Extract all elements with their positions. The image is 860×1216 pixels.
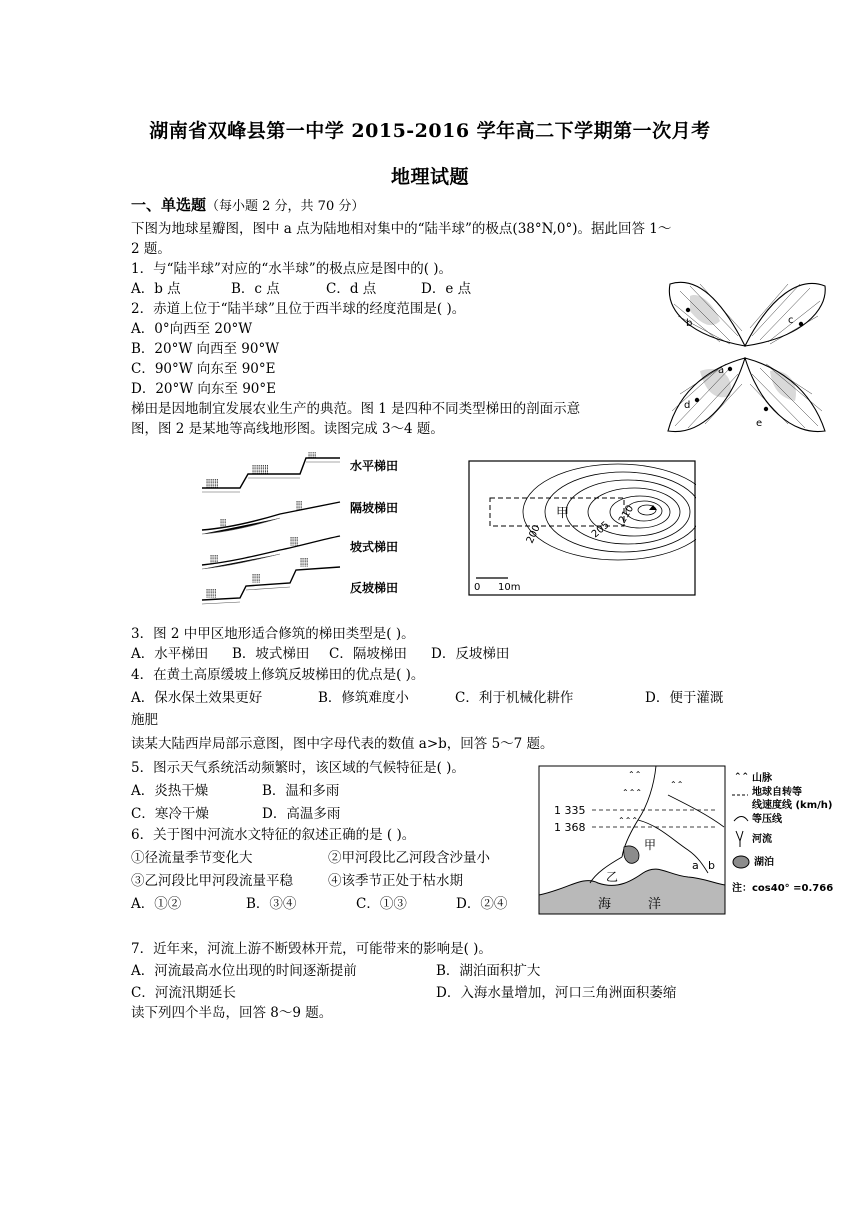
- svg-text:⸽⸽⸽⸽: ⸽⸽⸽⸽: [252, 574, 261, 583]
- point-label: a: [718, 365, 725, 376]
- contour-label: 210: [617, 503, 637, 526]
- svg-text:⌃⌃: ⌃⌃: [628, 770, 642, 779]
- statement: ③乙河段比甲河段流量平稳: [131, 873, 293, 889]
- option: B．③④: [246, 896, 297, 912]
- question-stem: 2．赤道上位于“陆半球”且位于西半球的经度范围是( )。: [131, 301, 466, 317]
- terrace-label: 隔坡梯田: [350, 501, 399, 515]
- option: D．高温多雨: [262, 806, 341, 822]
- question-stem: 3．图 2 中甲区地形适合修筑的梯田类型是( )。: [131, 626, 415, 642]
- terrace-profiles: [200, 452, 410, 612]
- intro-line: 读下列四个半岛，回答 8～9 题。: [131, 1005, 333, 1021]
- option: D．便于灌溉: [645, 690, 724, 706]
- terrace-label: 反坡梯田: [350, 581, 399, 595]
- svg-text:⸽⸽⸽⸽: ⸽⸽⸽⸽: [308, 452, 317, 458]
- svg-text:⸽⸽⸽⸽⸽: ⸽⸽⸽⸽⸽: [206, 589, 217, 598]
- exam-subtitle: 地理试题: [390, 166, 469, 188]
- exam-title: 湖南省双峰县第一中学 2015-2016 学年高二下学期第一次月考: [149, 120, 711, 142]
- option: C．隔坡梯田: [329, 646, 407, 662]
- intro-line: 梯田是因地制宜发展农业生产的典范。图 1 是四种不同类型梯田的剖面示意: [131, 401, 581, 417]
- svg-text:⸽⸽⸽⸽⸽⸽: ⸽⸽⸽⸽⸽⸽: [206, 479, 219, 488]
- scale-label: 10m: [498, 582, 521, 593]
- legend-item: 湖泊: [754, 857, 774, 868]
- option: C．90°W 向东至 90°E: [131, 361, 276, 377]
- place-label: a: [692, 859, 699, 872]
- option: D．反坡梯田: [431, 646, 510, 662]
- option: C．利于机械化耕作: [455, 690, 574, 706]
- legend-item: 山脉: [752, 773, 772, 784]
- svg-text:⸽⸽⸽⸽⸽⸽⸽⸽: ⸽⸽⸽⸽⸽⸽⸽⸽: [252, 465, 269, 474]
- option: B．c 点: [231, 281, 280, 297]
- svg-text:⸽⸽⸽⸽: ⸽⸽⸽⸽: [290, 537, 299, 546]
- coast-map-svg: [538, 765, 840, 915]
- section-heading: [131, 196, 364, 216]
- option: B．坡式梯田: [232, 646, 310, 662]
- terrace-label: 坡式梯田: [350, 540, 399, 554]
- legend-item: 等压线: [752, 814, 782, 825]
- option: A．b 点: [131, 281, 181, 297]
- place-label: b: [708, 859, 715, 872]
- option: A．炎热干燥: [131, 783, 209, 799]
- option: A．河流最高水位出现的时间逐渐提前: [131, 963, 357, 979]
- svg-text:⌃⌃⌃: ⌃⌃⌃: [622, 788, 643, 797]
- point-label: e: [756, 418, 763, 429]
- svg-text:⸽⸽⸽⸽: ⸽⸽⸽⸽: [210, 555, 219, 564]
- svg-text:⌃⌃: ⌃⌃: [670, 780, 684, 789]
- statement: ④该季节正处于枯水期: [328, 873, 463, 889]
- lake-icon: [733, 856, 749, 868]
- scale-label: 0: [474, 582, 481, 593]
- intro-line: 2 题。: [131, 241, 171, 257]
- svg-text:⸽⸽⸽⸽: ⸽⸽⸽⸽: [300, 558, 309, 567]
- river-icon: [736, 831, 743, 847]
- point-label: c: [788, 315, 794, 326]
- star-petal-map-svg: [660, 276, 830, 436]
- contour-map: [468, 460, 696, 596]
- option: C．河流汛期延长: [131, 985, 236, 1001]
- contour-label: 205: [589, 519, 612, 541]
- intro-line: 读某大陆西岸局部示意图，图中字母代表的数值 a>b，回答 5～7 题。: [131, 736, 554, 752]
- option: C．d 点: [326, 281, 377, 297]
- question-stem: 7．近年来，河流上游不断毁林开荒，可能带来的影响是( )。: [131, 941, 492, 957]
- statement: ①径流量季节变化大: [131, 850, 253, 866]
- svg-text:⸽⸽⸽: ⸽⸽⸽: [296, 501, 303, 510]
- option: A．①②: [131, 896, 182, 912]
- option: B．20°W 向西至 90°W: [131, 341, 280, 357]
- svg-text:⌃⌃⌃: ⌃⌃⌃: [618, 816, 639, 825]
- question-stem: 6．关于图中河流水文特征的叙述正确的是 ( )。: [131, 827, 416, 843]
- isobar-icon: [734, 817, 748, 822]
- coast-map: [538, 765, 840, 915]
- legend-note: 注：cos40° =0.766: [732, 883, 834, 894]
- option: C．①③: [356, 896, 407, 912]
- question-stem: 5．图示天气系统活动频繁时，该区域的气候特征是( )。: [131, 760, 465, 776]
- contour-map-svg: [468, 460, 696, 596]
- option: A．保水保土效果更好: [131, 690, 263, 706]
- question-stem: 1．与“陆半球”对应的“水半球”的极点应是图中的( )。: [131, 261, 453, 277]
- mountain-icon: ⌃⌃: [734, 772, 750, 782]
- point-label: d: [684, 400, 691, 411]
- question-stem: 4．在黄土高原缓坡上修筑反坡梯田的优点是( )。: [131, 667, 425, 683]
- option: D．②④: [456, 896, 508, 912]
- section-note: （每小题 2 分，共 70 分）: [206, 199, 365, 214]
- svg-text:⸽⸽⸽: ⸽⸽⸽: [220, 519, 227, 528]
- option: D．入海水量增加，河口三角洲面积萎缩: [436, 985, 677, 1001]
- star-petal-map: [660, 276, 830, 436]
- intro-line: 下图为地球星瓣图，图中 a 点为陆地相对集中的“陆半球”的极点(38°N,0°)。据此回答 1～: [131, 221, 672, 237]
- point-label: b: [686, 318, 693, 329]
- contour-label: 200: [524, 523, 543, 546]
- legend-item: 河流: [752, 834, 772, 845]
- option: B．湖泊面积扩大: [436, 963, 541, 979]
- terrace-profiles-svg: [200, 452, 410, 612]
- option: D．20°W 向东至 90°E: [131, 381, 276, 397]
- terrace-label: 水平梯田: [350, 459, 399, 473]
- option: D．e 点: [421, 281, 472, 297]
- intro-line: 图，图 2 是某地等高线地形图。读图完成 3～4 题。: [131, 421, 444, 437]
- option: B．温和多雨: [262, 783, 340, 799]
- speed-label: 1 335: [554, 804, 586, 817]
- option: C．寒冷干燥: [131, 806, 209, 822]
- region-label: 甲: [556, 506, 570, 521]
- speed-label: 1 368: [554, 821, 586, 834]
- sea-label: 洋: [648, 897, 662, 912]
- legend-item: 线速度线 (km/h): [752, 800, 833, 811]
- statement: ②甲河段比乙河段含沙量小: [328, 850, 490, 866]
- section-title: 一、单选题: [131, 196, 207, 214]
- option: B．修筑难度小: [318, 690, 409, 706]
- legend-item: 地球自转等: [752, 787, 802, 798]
- place-label: 甲: [644, 838, 657, 852]
- sea-label: 海: [598, 897, 612, 912]
- option: A．水平梯田: [131, 646, 209, 662]
- option: A．0°向西至 20°W: [131, 321, 253, 337]
- option-wrap: 施肥: [131, 712, 158, 728]
- place-label: 乙: [606, 870, 619, 884]
